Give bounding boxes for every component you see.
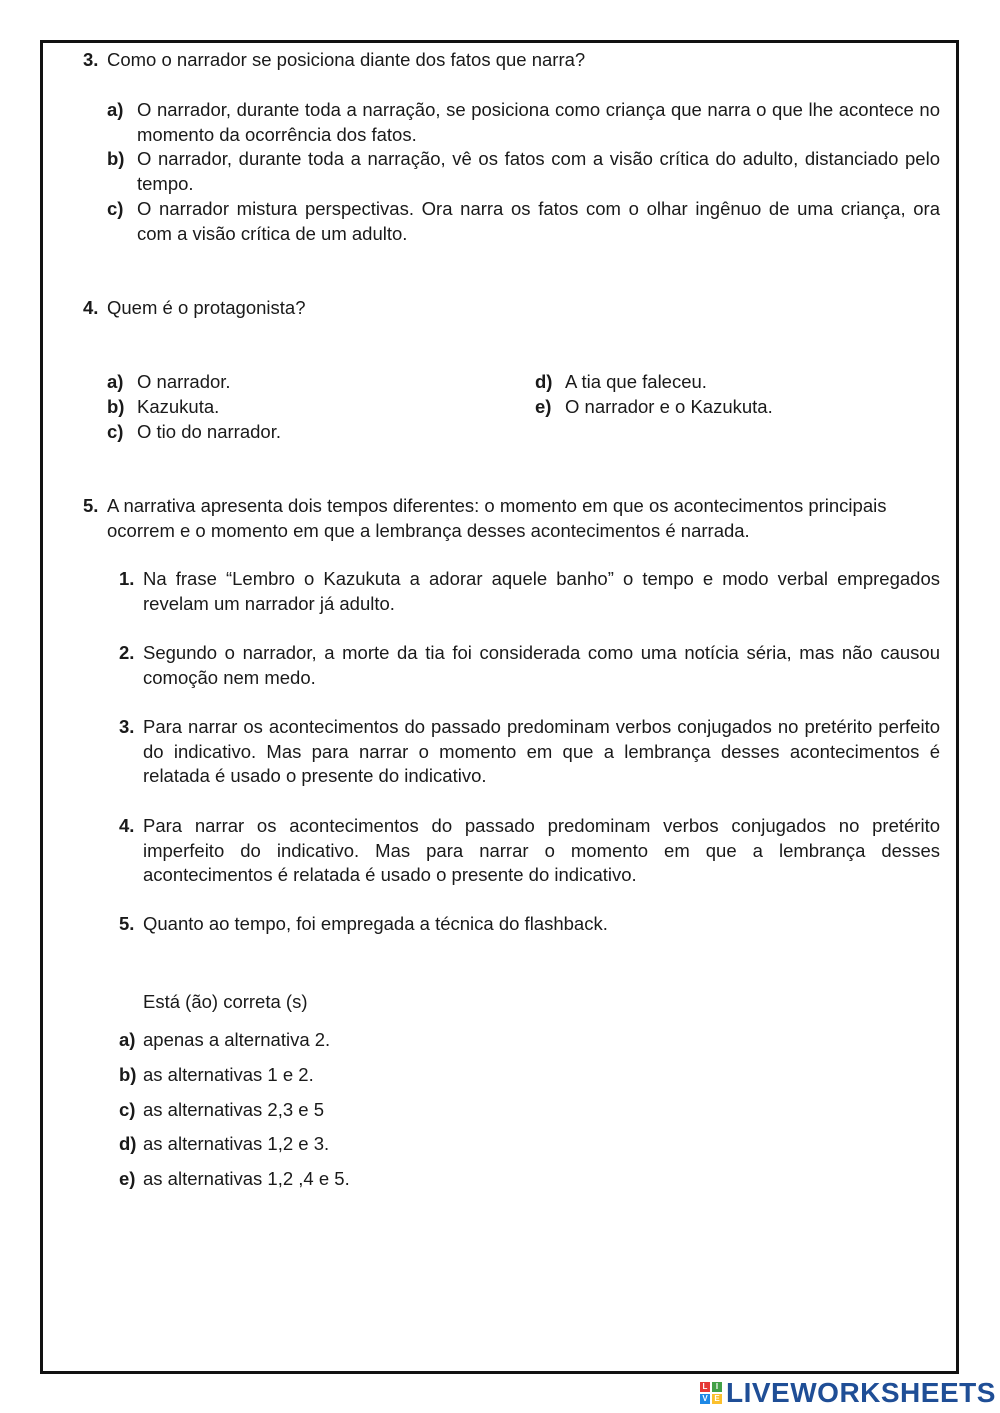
q3-option-a[interactable] xyxy=(107,98,940,147)
option-label: e) xyxy=(535,396,552,417)
q5-answer-d[interactable] xyxy=(119,1132,719,1157)
q3-option-b[interactable] xyxy=(107,147,940,196)
logo-letter: E xyxy=(712,1394,722,1404)
q4-option-b[interactable] xyxy=(107,395,507,420)
logo-letter: L xyxy=(700,1382,710,1392)
option-text: O narrador, durante toda a narração, vê os fatos com a visão crítica do adulto, distanciado pelo tempo. xyxy=(137,148,940,194)
statement-text: Na frase “Lembro o Kazukuta a adorar aquele banho” o tempo e modo verbal empregados revelam um narrador já adulto. xyxy=(143,568,940,614)
question-3 xyxy=(83,48,943,73)
answer-label: a) xyxy=(119,1029,136,1050)
option-label: d) xyxy=(535,371,553,392)
question-text: Quem é o protagonista? xyxy=(107,297,306,318)
q5-answer-c[interactable] xyxy=(119,1098,719,1123)
answer-text: as alternativas 1,2 e 3. xyxy=(143,1133,330,1154)
q4-option-c[interactable] xyxy=(107,420,507,445)
q3-option-c[interactable] xyxy=(107,197,940,246)
q5-statement-1 xyxy=(119,567,940,616)
statement-text: Para narrar os acontecimentos do passado predominam verbos conjugados no pretérito imperfeito do indicativo. Mas para narrar o momento em que a lembrança desses acontecimentos é relatada é usado o presente do indicativo. xyxy=(143,815,940,885)
statement-number: 4. xyxy=(119,815,135,836)
q5-statement-2 xyxy=(119,641,940,690)
logo-letter: V xyxy=(700,1394,710,1404)
q5-answer-b[interactable] xyxy=(119,1063,719,1088)
q4-option-e[interactable] xyxy=(535,395,935,420)
q5-statement-3 xyxy=(119,715,940,789)
logo-mark-icon xyxy=(700,1382,722,1404)
statement-number: 3. xyxy=(119,716,135,737)
option-text: O narrador, durante toda a narração, se posiciona como criança que narra o que lhe acontece no momento da ocorrência dos fatos. xyxy=(137,99,940,145)
statement-number: 1. xyxy=(119,568,135,589)
statement-number: 2. xyxy=(119,642,135,663)
q5-statement-5 xyxy=(119,912,940,937)
answer-text: as alternativas 1 e 2. xyxy=(143,1064,314,1085)
option-label: b) xyxy=(107,148,125,169)
q5-statement-4 xyxy=(119,814,940,888)
statement-text: Quanto ao tempo, foi empregada a técnica do flashback. xyxy=(143,913,608,934)
option-text: A tia que faleceu. xyxy=(565,371,707,392)
answer-text: as alternativas 2,3 e 5 xyxy=(143,1099,324,1120)
q4-option-d[interactable] xyxy=(535,370,935,395)
option-label: c) xyxy=(107,421,124,442)
statement-text: Para narrar os acontecimentos do passado predominam verbos conjugados no pretérito perfeito do indicativo. Mas para narrar o momento em que a lembrança desses acontecimentos é relatada é usado o presente do indicativo. xyxy=(143,716,940,786)
option-text: O narrador mistura perspectivas. Ora narra os fatos com o olhar ingênuo de uma criança, ora com a visão crítica de um adulto. xyxy=(137,198,940,244)
logo-letter: I xyxy=(712,1382,722,1392)
answer-label: c) xyxy=(119,1099,136,1120)
option-label: a) xyxy=(107,99,124,120)
option-text: Kazukuta. xyxy=(137,396,220,417)
question-number: 5. xyxy=(83,495,99,516)
option-label: c) xyxy=(107,198,124,219)
statement-number: 5. xyxy=(119,913,135,934)
option-text: O narrador. xyxy=(137,371,231,392)
answer-prompt: Está (ão) correta (s) xyxy=(143,991,308,1012)
liveworksheets-logo[interactable] xyxy=(700,1378,996,1408)
option-label: a) xyxy=(107,371,124,392)
question-4 xyxy=(83,296,943,321)
statement-text: Segundo o narrador, a morte da tia foi considerada como uma notícia séria, mas não causou comoção nem medo. xyxy=(143,642,940,688)
question-number: 4. xyxy=(83,297,99,318)
answer-text: apenas a alternativa 2. xyxy=(143,1029,331,1050)
option-label: b) xyxy=(107,396,125,417)
answer-label: e) xyxy=(119,1168,136,1189)
question-number: 3. xyxy=(83,49,99,70)
q5-answer-a[interactable] xyxy=(119,1028,719,1053)
option-text: O narrador e o Kazukuta. xyxy=(565,396,773,417)
question-text: Como o narrador se posiciona diante dos fatos que narra? xyxy=(107,49,586,70)
question-text: A narrativa apresenta dois tempos diferentes: o momento em que os acontecimentos principais ocorrem e o momento em que a lembrança desses acontecimentos é narrada. xyxy=(107,495,887,541)
question-5 xyxy=(83,494,923,543)
answer-text: as alternativas 1,2 ,4 e 5. xyxy=(143,1168,350,1189)
logo-text: LIVEWORKSHEETS xyxy=(726,1376,996,1408)
q5-answer-e[interactable] xyxy=(119,1167,719,1192)
q4-option-a[interactable] xyxy=(107,370,507,395)
answer-label: d) xyxy=(119,1133,137,1154)
answer-label: b) xyxy=(119,1064,137,1085)
option-text: O tio do narrador. xyxy=(137,421,281,442)
